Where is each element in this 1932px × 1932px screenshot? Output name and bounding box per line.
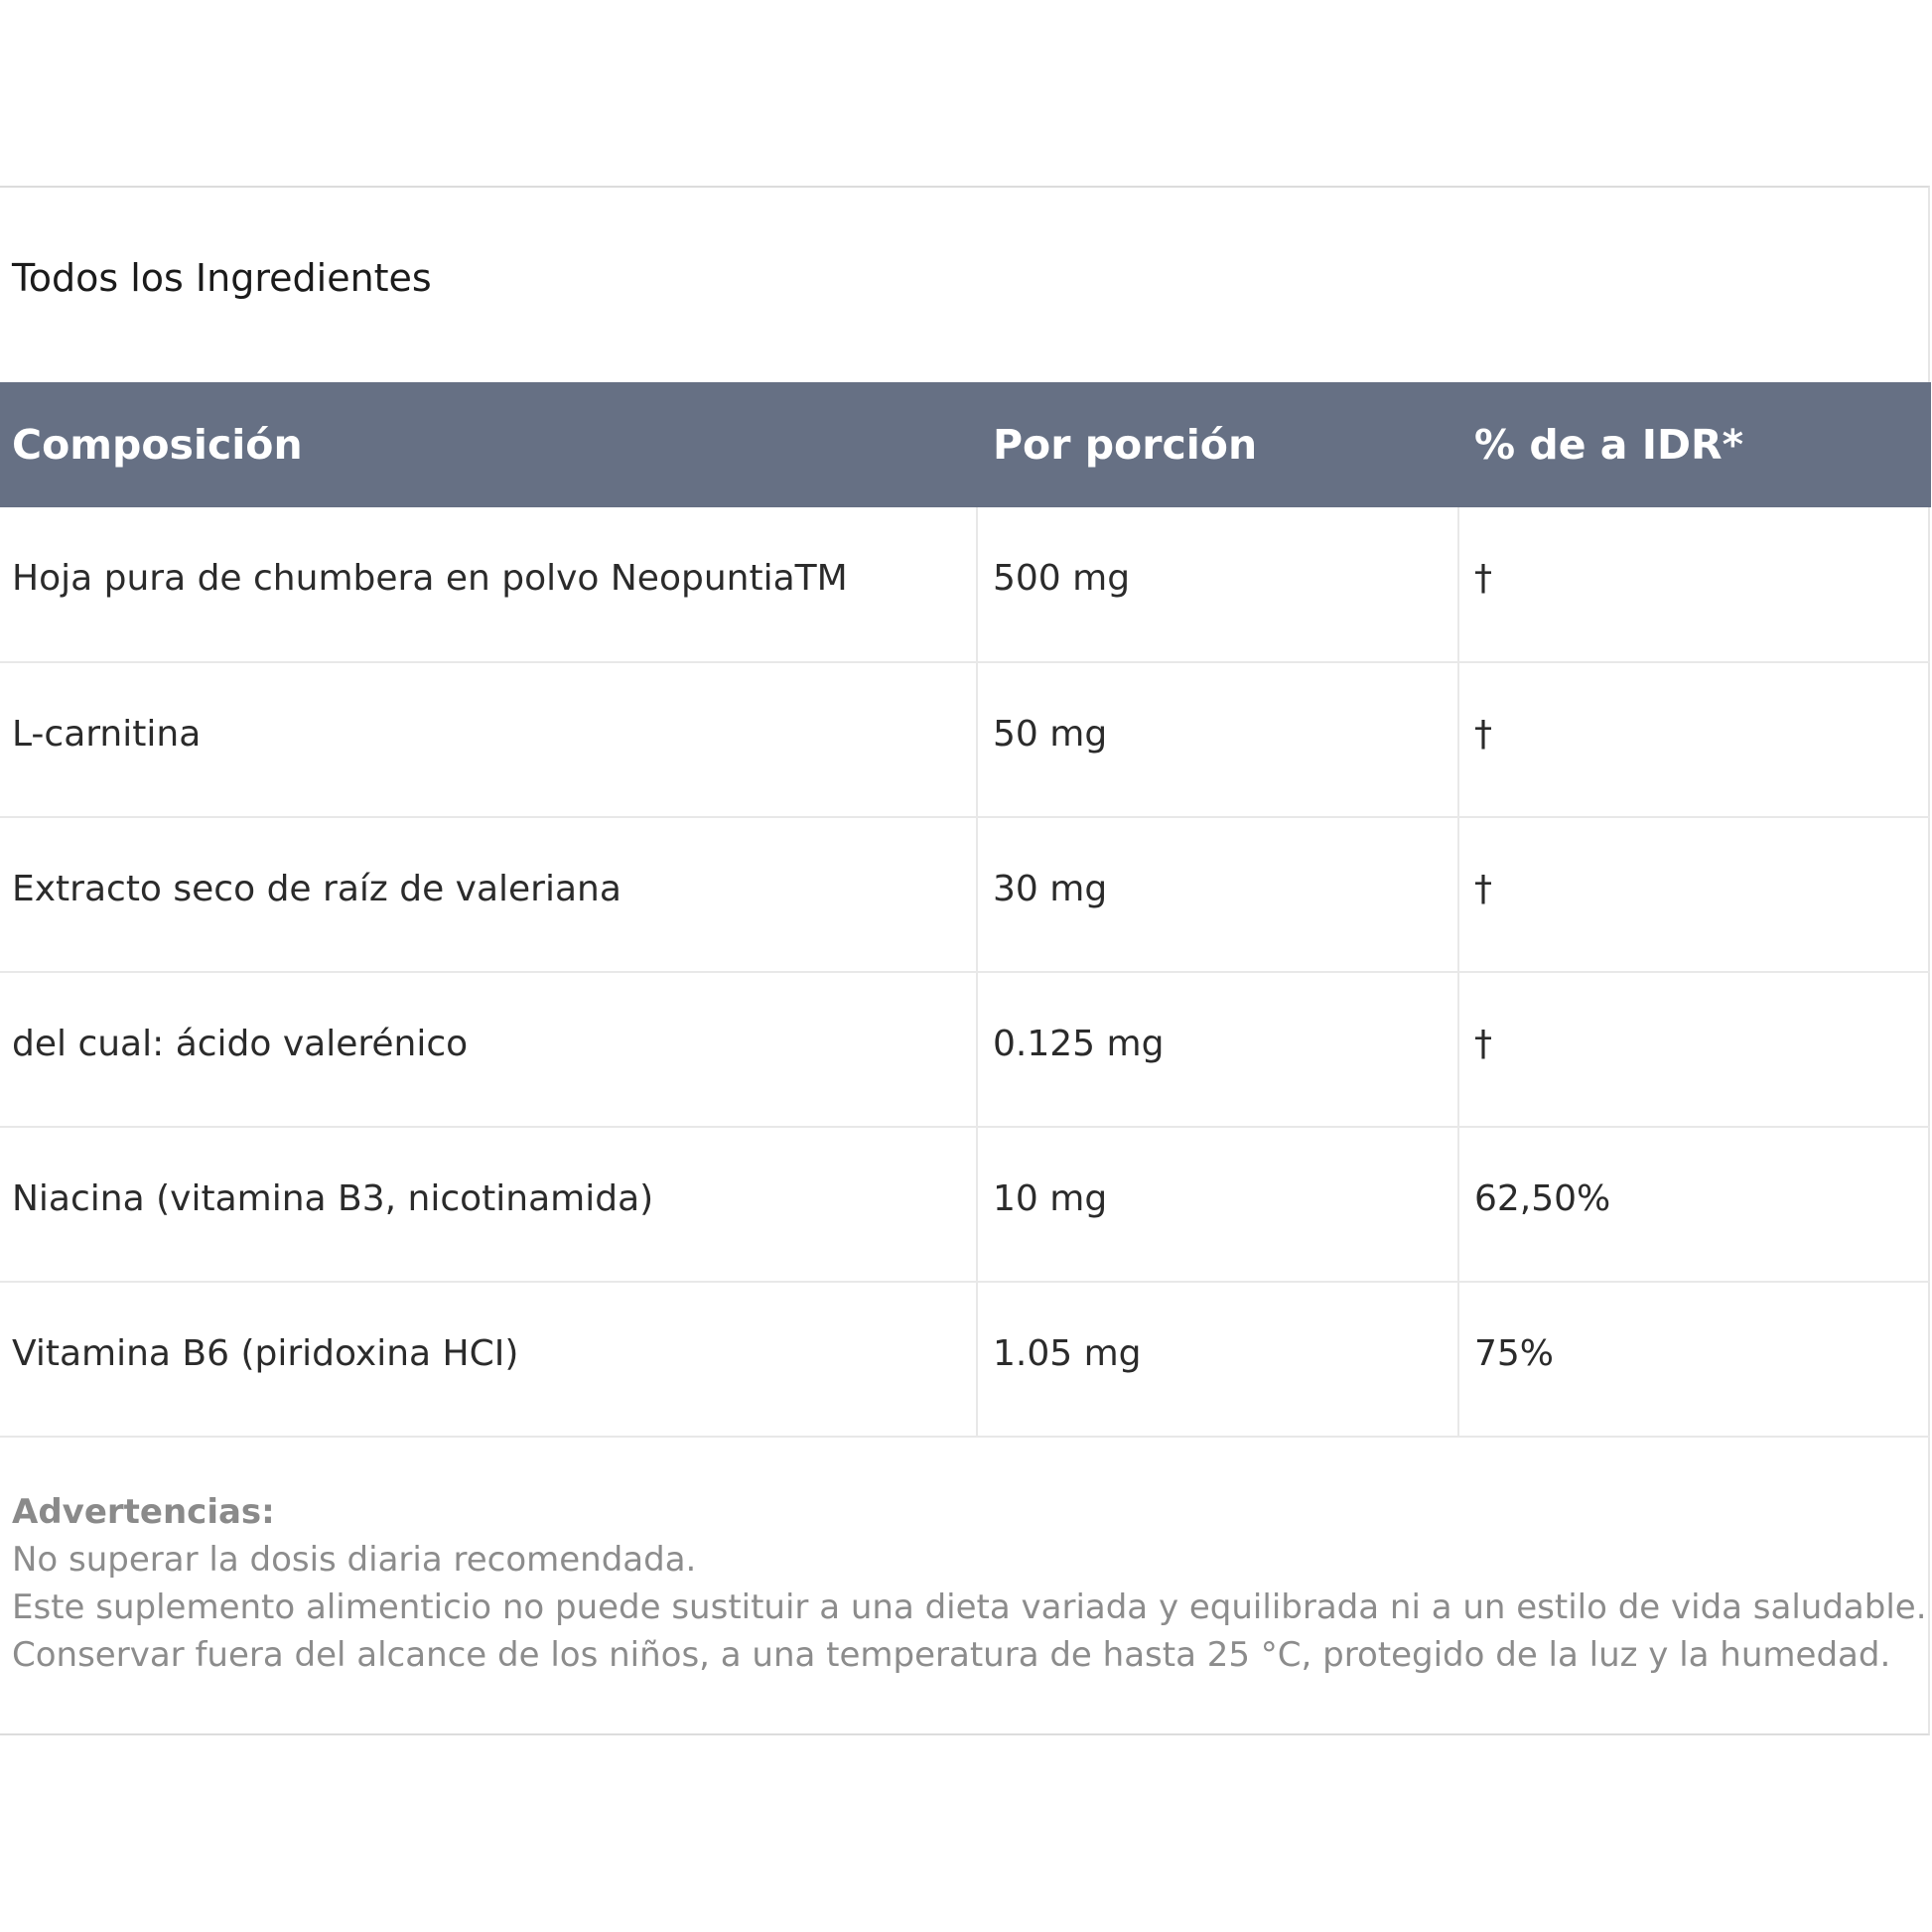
idr-value: 75%: [1474, 1332, 1555, 1374]
ingredients-panel: [0, 186, 1930, 1735]
amount-cell: [977, 507, 1458, 662]
table-body: [0, 507, 1930, 1437]
ingredient-name: Extracto seco de raíz de valeriana: [12, 868, 621, 909]
ingredient-name-cell: [0, 972, 977, 1127]
header-per-serving: Por porción: [977, 382, 1458, 507]
table-row: [0, 662, 1930, 817]
idr-value: †: [1474, 558, 1492, 599]
ingredient-name: L-carnitina: [12, 713, 202, 755]
idr-value: †: [1474, 1023, 1492, 1064]
ingredient-name-cell: [0, 1127, 977, 1282]
idr-cell: [1458, 1282, 1930, 1437]
ingredients-table: [0, 382, 1931, 1438]
ingredient-name-cell: [0, 1282, 977, 1437]
warning-line: No superar la dosis diaria recomendada.: [12, 1540, 697, 1580]
ingredient-name-cell: [0, 662, 977, 817]
amount: 0.125 mg: [993, 1023, 1165, 1064]
warnings-title: Advertencias:: [12, 1492, 275, 1532]
amount: 10 mg: [993, 1177, 1108, 1219]
idr-cell: [1458, 1127, 1930, 1282]
idr-cell: [1458, 817, 1930, 972]
ingredient-name: Niacina (vitamina B3, nicotinamida): [12, 1177, 654, 1219]
ingredient-name-cell: [0, 507, 977, 662]
amount-cell: [977, 1127, 1458, 1282]
warning-line: Este suplemento alimenticio no puede sustituir a una dieta variada y equilibrada ni a un estilo de vida saludable.: [12, 1587, 1927, 1627]
idr-cell: [1458, 662, 1930, 817]
amount: 500 mg: [993, 558, 1131, 599]
header-idr-percent: % de a IDR*: [1458, 382, 1930, 507]
idr-value: †: [1474, 713, 1492, 755]
warning-line: Conservar fuera del alcance de los niños, a una temperatura de hasta 25 °C, protegido de la luz y la humedad.: [12, 1635, 1891, 1675]
ingredient-name: Hoja pura de chumbera en polvo NeopuntiaTM: [12, 558, 848, 599]
ingredient-name: del cual: ácido valerénico: [12, 1023, 469, 1064]
table-row: [0, 1282, 1930, 1437]
table-row: [0, 1127, 1930, 1282]
table-row: [0, 972, 1930, 1127]
amount: 50 mg: [993, 713, 1108, 755]
idr-cell: [1458, 972, 1930, 1127]
table-header: [0, 382, 1930, 507]
warnings-block: [12, 1488, 1927, 1679]
ingredient-name-cell: [0, 817, 977, 972]
header-row: [0, 382, 1930, 507]
table-row: [0, 507, 1930, 662]
amount-cell: [977, 662, 1458, 817]
idr-cell: [1458, 507, 1930, 662]
table-row: [0, 817, 1930, 972]
amount-cell: [977, 972, 1458, 1127]
amount: 30 mg: [993, 868, 1108, 909]
header-composition: Composición: [0, 382, 977, 507]
idr-value: †: [1474, 868, 1492, 909]
amount-cell: [977, 1282, 1458, 1437]
amount-cell: [977, 817, 1458, 972]
section-title: Todos los Ingredientes: [12, 256, 432, 300]
amount: 1.05 mg: [993, 1332, 1142, 1374]
ingredient-name: Vitamina B6 (piridoxina HCI): [12, 1332, 519, 1374]
idr-value: 62,50%: [1474, 1177, 1611, 1219]
